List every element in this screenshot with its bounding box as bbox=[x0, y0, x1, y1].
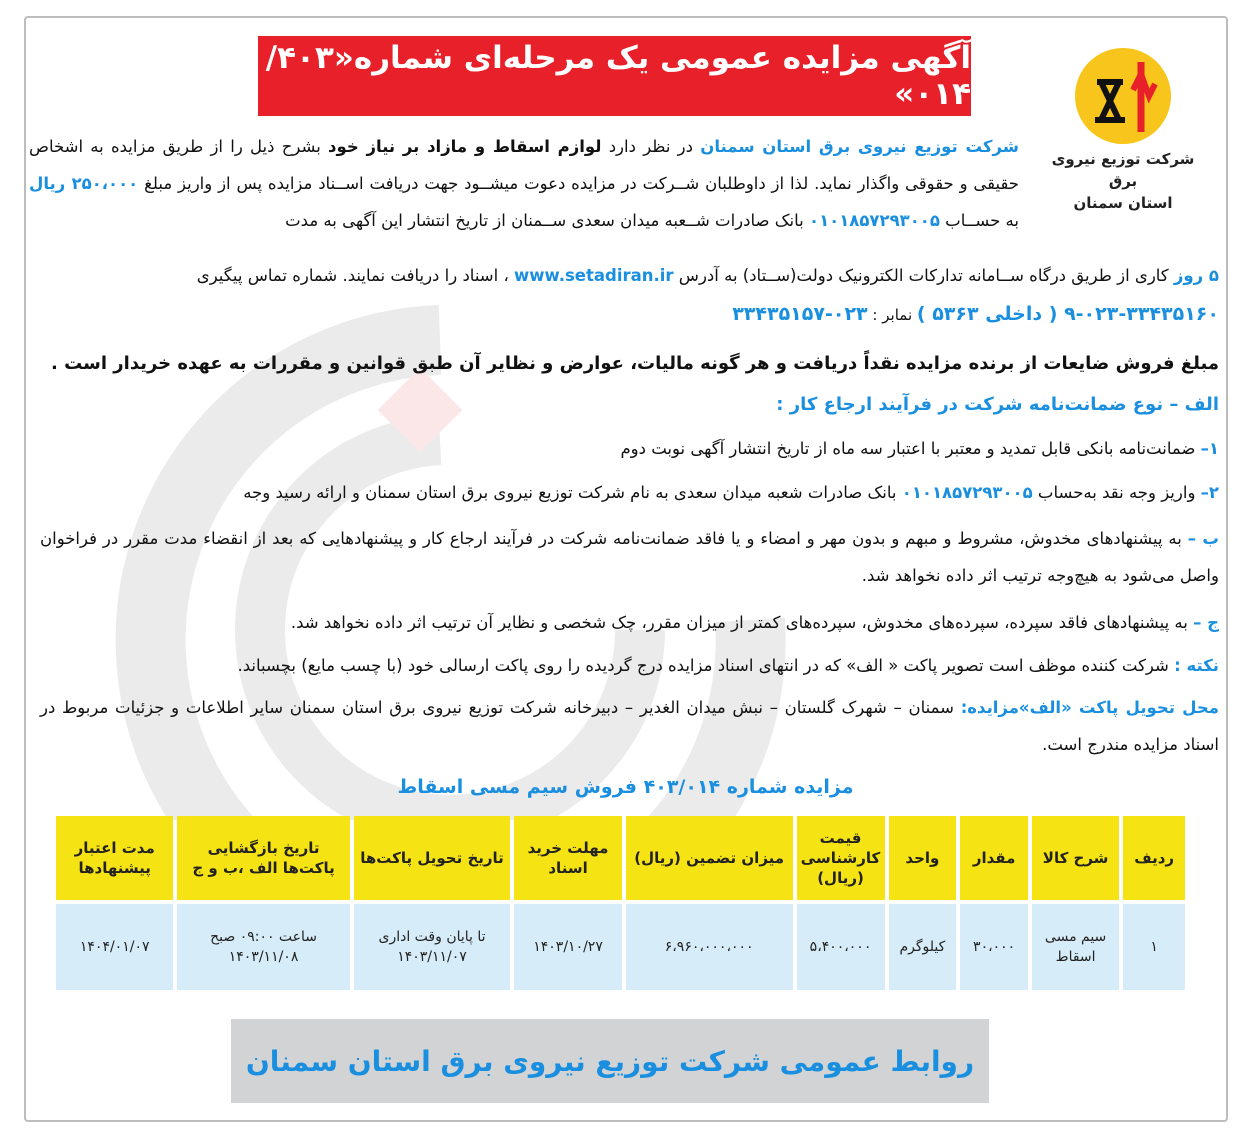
intro-text-4: بانک صادرات شــعبه میدان سعدی ســمنان از تاریخ انتشار این آگهی به مدت bbox=[285, 211, 809, 230]
section-b-label: ب – bbox=[1187, 529, 1220, 548]
delivery-line bbox=[40, 689, 1219, 763]
fax-number: ۰۲۳-۳۳۴۳۵۱۵۷ bbox=[732, 303, 868, 325]
logo-line-1: شرکت توزیع نیروی برق bbox=[1051, 150, 1195, 190]
setad-text-2: ، اسناد را دریافت نمایند. شماره تماس پیگیری bbox=[196, 266, 515, 285]
footer-banner bbox=[231, 1019, 989, 1103]
item-2-number: ۲– bbox=[1200, 483, 1219, 502]
item-1-text: ضمانت‌نامه بانکی قابل تمدید و معتبر با اعتبار سه ماه از تاریخ انتشار آگهی نوبت دوم bbox=[620, 439, 1201, 458]
intro-text-2: بشرح ذیل را از طریق مزایده به اشخاص حقیقی و حقوقی واگذار نماید. لذا از داوطلبان شــرکت در مزایده دعوت میشــود جهت دریافت اســناد مزایده پس از واریز مبلغ bbox=[29, 137, 1020, 193]
header-item-description: شرح کالا bbox=[1032, 816, 1119, 900]
header-document-deadline: مهلت خرید اسناد bbox=[514, 816, 621, 900]
header-opening-date: تاریخ بازگشایی پاکت‌ها الف ،ب و ج bbox=[177, 816, 349, 900]
header-guarantee-amount: میزان تضمین (ریال) bbox=[626, 816, 793, 900]
table-header-row bbox=[56, 816, 1185, 900]
table-title: مزایده شماره ۴۰۳/۰۱۴ فروش سیم مسی اسقاط bbox=[397, 776, 854, 798]
cell-unit: کیلوگرم bbox=[889, 904, 957, 990]
setad-text-1: کاری از طریق درگاه ســامانه تدارکات الکترونیک دولت(ســتاد) به آدرس bbox=[673, 266, 1174, 285]
section-b-text: به پیشنهادهای مخدوش، مشروط و مبهم و بدون مهر و امضاء و یا فاقد ضمانت‌نامه شرکت در فرآیند ارجاع کار و پیشنهادهایی که بعد از انقضاء مدت مقرر در فراخوان واصل می‌شود به هیچ‌وجه ترتیب اثر داده نخواهد شد. bbox=[40, 529, 1219, 585]
section-a-item-2 bbox=[40, 474, 1219, 511]
header-expert-price: قیمت کارشناسی (ریال) bbox=[797, 816, 885, 900]
cell-document-deadline: ۱۴۰۳/۱۰/۲۷ bbox=[514, 904, 621, 990]
fee-amount: ۲۵۰،۰۰۰ ریال bbox=[29, 174, 139, 193]
phone-numbers: ۹-۰۲۳-۳۳۴۳۵۱۶۰ ( داخلی ۵۳۶۳ ) bbox=[916, 303, 1219, 325]
intro-text-1: در نظر دارد bbox=[601, 137, 701, 156]
company-logo bbox=[1048, 44, 1198, 214]
item-1-number: ۱– bbox=[1200, 439, 1219, 458]
cell-expert-price: ۵،۴۰۰،۰۰۰ bbox=[797, 904, 885, 990]
header-row-number: ردیف bbox=[1123, 816, 1185, 900]
cell-quantity: ۳۰،۰۰۰ bbox=[960, 904, 1028, 990]
setad-line bbox=[40, 257, 1219, 294]
footer-text: روابط عمومی شرکت توزیع نیروی برق استان سمنان bbox=[245, 1044, 975, 1078]
cell-row-number: ۱ bbox=[1123, 904, 1185, 990]
section-c-text: به پیشنهادهای فاقد سپرده، سپرده‌های مخدوش، سپرده‌های کمتر از میزان مقرر، چک شخصی و نظایر آن ترتیب اثر داده نخواهد شد. bbox=[290, 613, 1194, 632]
section-c bbox=[40, 604, 1219, 641]
power-distribution-logo-icon bbox=[1071, 44, 1175, 148]
note-text: شرکت کننده موظف است تصویر پاکت « الف» که در انتهای اسناد مزایده درج گردیده را روی پاکت ارسالی خود (با چسب مایع) بچسباند. bbox=[237, 656, 1175, 675]
page-title: آگهی مزایده عمومی یک مرحله‌ای شماره«۴۰۳/ ۰۱۴» bbox=[265, 40, 971, 112]
website-link[interactable]: www.setadiran.ir bbox=[514, 266, 674, 285]
cell-item-description: سیم مسی اسقاط bbox=[1032, 904, 1119, 990]
bank-account: ۰۱۰۱۸۵۷۲۹۳۰۰۵ bbox=[809, 211, 940, 230]
header-unit: واحد bbox=[889, 816, 957, 900]
company-name: شرکت توزیع نیروی برق استان سمنان bbox=[700, 137, 1020, 156]
days-count: ۵ روز bbox=[1173, 266, 1219, 285]
section-c-label: ج – bbox=[1193, 613, 1219, 632]
header-quantity: مقدار bbox=[960, 816, 1028, 900]
item-2-text-1: واریز وجه نقد به‌حساب bbox=[1032, 483, 1201, 502]
note-line bbox=[40, 647, 1219, 684]
note-label: نکته : bbox=[1174, 656, 1219, 675]
cell-validity-period: ۱۴۰۴/۰۱/۰۷ bbox=[56, 904, 173, 990]
header-validity-period: مدت اعتبار پیشنهادها bbox=[56, 816, 173, 900]
item-2-text-2: بانک صادرات شعبه میدان سعدی به نام شرکت توزیع نیروی برق استان سمنان و ارائه رسید وجه bbox=[243, 483, 902, 502]
logo-line-2: استان سمنان bbox=[1073, 194, 1173, 212]
header-delivery-date: تاریخ تحویل پاکت‌ها bbox=[354, 816, 511, 900]
table-row bbox=[56, 904, 1185, 990]
contact-line bbox=[40, 296, 1219, 334]
cell-guarantee-amount: ۶،۹۶۰،۰۰۰،۰۰۰ bbox=[626, 904, 793, 990]
title-banner bbox=[258, 36, 971, 116]
fax-label: نمابر : bbox=[867, 306, 917, 324]
auction-table bbox=[52, 812, 1189, 994]
section-a-item-1 bbox=[40, 430, 1219, 467]
delivery-text: سمنان – شهرک گلستان – نبش میدان الغدیر – دبیرخانه شرکت توزیع نیروی برق استان سمنان سایر اطلاعات و جزئیات مربوط در اسناد مزایده مندرج است. bbox=[40, 698, 1219, 754]
item-2-account: ۰۱۰۱۸۵۷۲۹۳۰۰۵ bbox=[901, 483, 1033, 502]
intro-paragraph bbox=[29, 128, 1019, 239]
cell-delivery-date: تا پایان وقت اداری ۱۴۰۳/۱۱/۰۷ bbox=[354, 904, 511, 990]
cell-opening-date: ساعت ۰۹:۰۰ صبح ۱۴۰۳/۱۱/۰۸ bbox=[177, 904, 349, 990]
intro-text-3: به حســاب bbox=[939, 211, 1019, 230]
auction-items: لوازم اسقاط و مازاد بر نیاز خود bbox=[328, 137, 602, 156]
section-a-heading: الف – نوع ضمانت‌نامه شرکت در فرآیند ارجاع کار : bbox=[776, 394, 1219, 415]
section-b bbox=[40, 520, 1219, 594]
tax-note: مبلغ فروش ضایعات از برنده مزایده نقداً دریافت و هر گونه مالیات، عوارض و نظایر آن طبق قوانین و مقررات به عهده خریدار است . bbox=[51, 353, 1219, 374]
delivery-label: محل تحویل پاکت «الف»مزایده: bbox=[960, 698, 1219, 717]
